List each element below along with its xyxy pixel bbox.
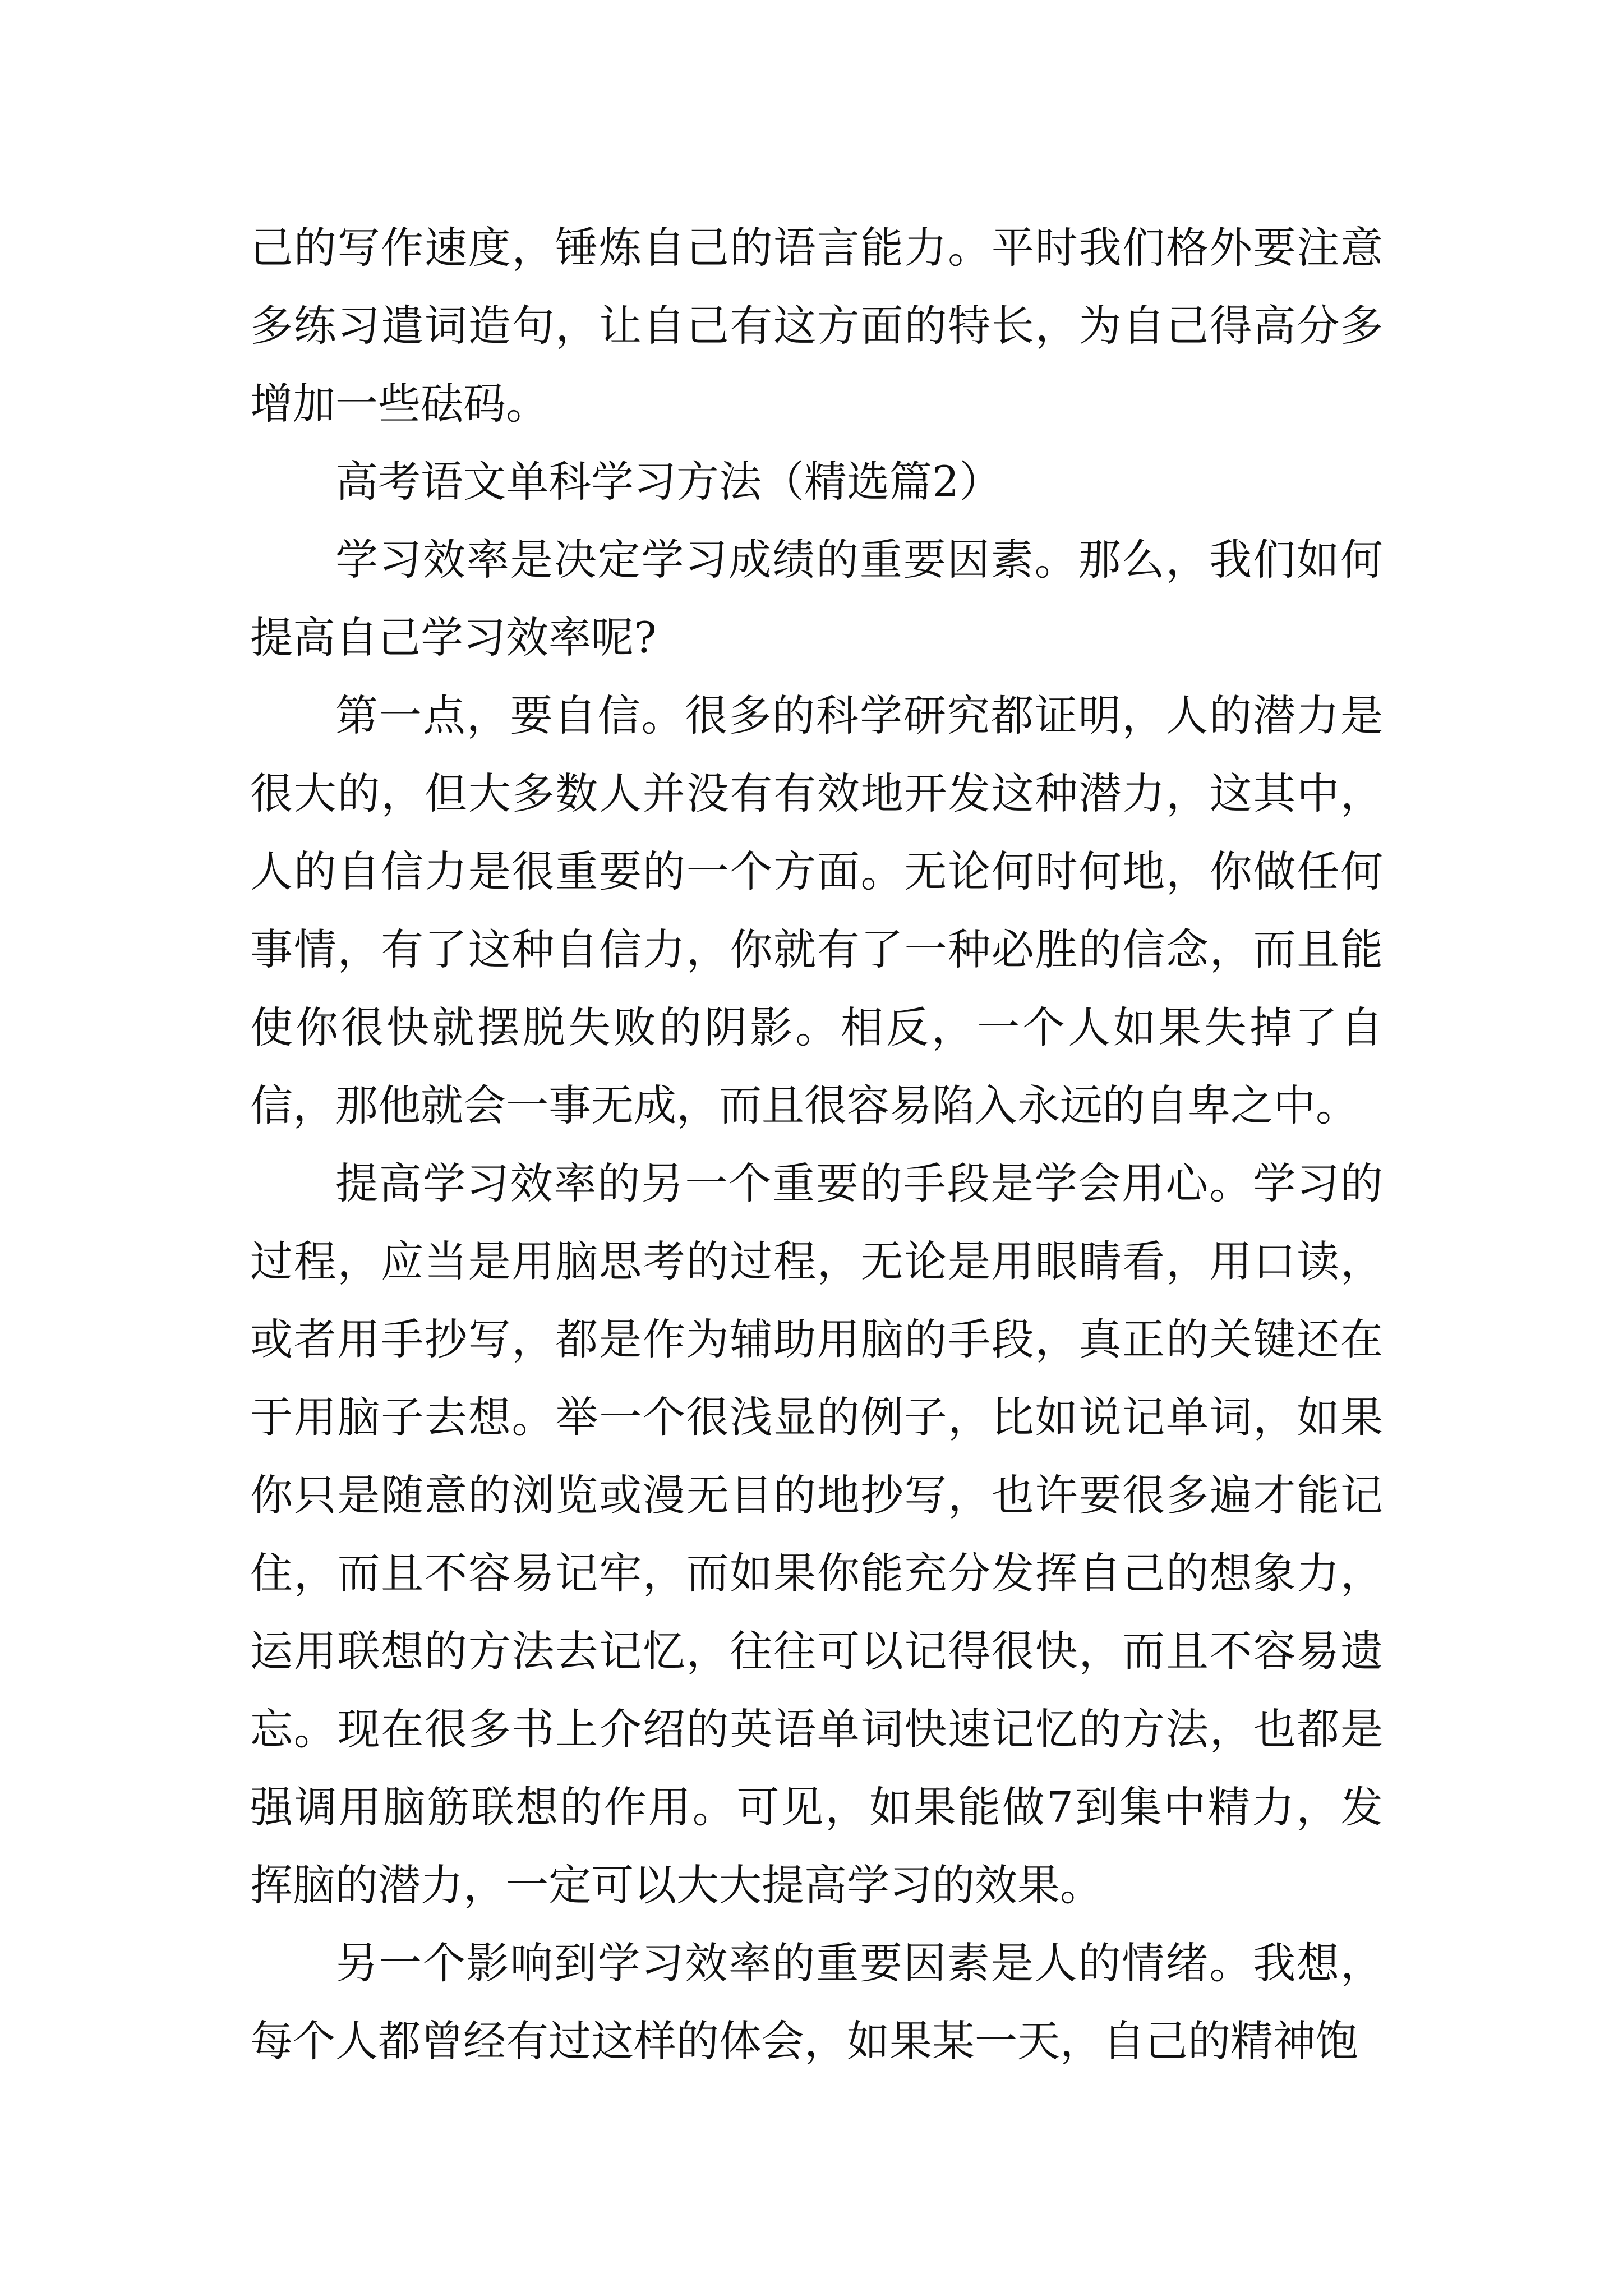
paragraph-intro: 学习效率是决定学习成绩的重要因素。那么，我们如何提高自己学习效率呢? bbox=[250, 535, 1383, 662]
paragraph-confidence: 第一点，要自信。很多的科学研究都证明，人的潜力是很大的，但大多数人并没有有效地开发这种潜力，这其中，人的自信力是很重要的一个方面。无论何时何地，你做任何事情，有了这种自信力，你就有了一种必胜的信念，而且能使你很快就摆脱失败的阴影。相反，一个人如果失掉了自信，那他就会一事无成，而且很容易陷入永远的自卑之中。 bbox=[250, 691, 1383, 1130]
section-heading: 高考语文单科学习方法（精选篇2） bbox=[335, 457, 1002, 507]
document-body bbox=[250, 209, 1383, 2080]
paragraph-use-mind: 提高学习效率的另一个重要的手段是学会用心。学习的过程，应当是用脑思考的过程，无论是用眼睛看，用口读，或者用手抄写，都是作为辅助用脑的手段，真正的关键还在于用脑子去想。举一个很浅显的例子，比如说记单词，如果你只是随意的浏览或漫无目的地抄写，也许要很多遍才能记住，而且不容易记牢，而如果你能充分发挥自己的想象力，运用联想的方法去记忆，往往可以记得很快，而且不容易遗忘。现在很多书上介绍的英语单词快速记忆的方法，也都是强调用脑筋联想的作用。可见，如果能做7到集中精力，发挥脑的潜力，一定可以大大提高学习的效果。 bbox=[250, 1158, 1383, 1910]
paragraph-continuation: 己的写作速度，锤炼自己的语言能力。平时我们格外要注意多练习遣词造句，让自己有这方面的特长，为自己得高分多增加一些砝码。 bbox=[250, 223, 1383, 429]
paragraph-emotion: 另一个影响到学习效率的重要因素是人的情绪。我想，每个人都曾经有过这样的体会，如果某一天，自己的精神饱 bbox=[250, 1938, 1383, 2066]
